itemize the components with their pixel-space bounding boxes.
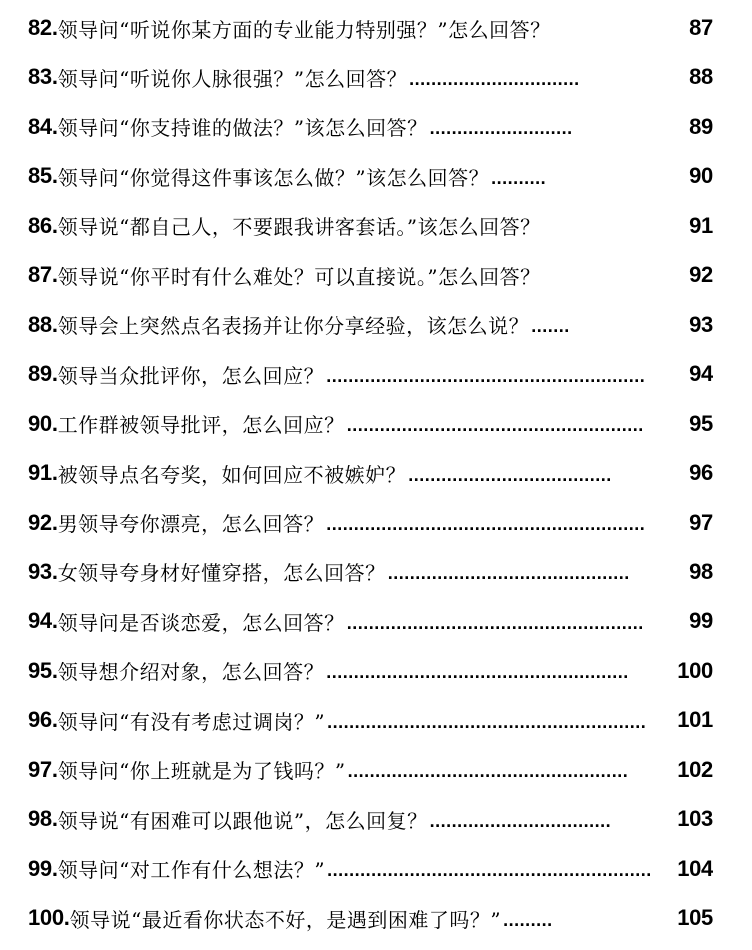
toc-entry[interactable] (28, 554, 713, 590)
entry-title: 领导问“你上班就是为了钱吗？” (57, 759, 346, 784)
entry-number: 100. (28, 905, 70, 931)
entry-number: 87. (28, 262, 58, 288)
entry-number: 93. (28, 558, 58, 584)
entry-title: 女领导夸身材好懂穿搭，怎么回答？ (57, 561, 386, 586)
toc-entry[interactable] (28, 505, 713, 541)
dot-leader: ........................................................... (327, 860, 652, 881)
entry-number: 88. (28, 311, 58, 337)
entry-number: 95. (28, 657, 58, 683)
dot-leader: ....... (531, 316, 570, 337)
entry-title: 男领导夸你漂亮，怎么回答？ (57, 512, 325, 536)
dot-leader: .......................... (429, 118, 573, 139)
toc-entry[interactable] (28, 208, 713, 244)
page-number: 97 (689, 509, 713, 535)
page-number: 94 (689, 361, 713, 387)
page-number: 101 (677, 707, 713, 733)
entry-number: 82. (28, 15, 58, 40)
toc-entry[interactable] (28, 653, 713, 689)
entry-title: 领导问“听说你人脉很强？”怎么回答？ (57, 66, 408, 91)
entry-number: 99. (28, 855, 58, 881)
page-number: 92 (689, 262, 713, 288)
toc-entry[interactable] (28, 59, 713, 95)
toc-entry[interactable] (28, 10, 713, 46)
dot-leader: .......................................................... (326, 514, 646, 534)
dot-leader: ....................................................... (326, 662, 629, 683)
entry-title: 领导说“最近看你状态不好，是遇到困难了吗？” (69, 907, 502, 932)
dot-leader: ...................................................... (346, 612, 644, 633)
entry-title: 领导说“你平时有什么难处？可以直接说。”怎么回答？ (57, 264, 541, 289)
toc-entry[interactable] (28, 257, 713, 293)
entry-number: 84. (28, 113, 58, 139)
page-number: 98 (689, 558, 713, 584)
entry-title: 领导说“有困难可以跟他说”，怎么回复？ (57, 808, 428, 833)
entry-number: 83. (28, 64, 58, 90)
page-number: 100 (677, 657, 713, 683)
entry-number: 90. (28, 410, 58, 436)
entry-number: 92. (28, 509, 58, 535)
toc-entry[interactable] (28, 406, 713, 442)
entry-title: 领导问“你支持谁的做法？”该怎么回答？ (57, 116, 428, 141)
entry-number: 97. (28, 756, 58, 782)
dot-leader: ......... (503, 909, 553, 930)
page-number: 103 (677, 806, 713, 832)
dot-leader: ................................. (429, 810, 612, 831)
toc-entry[interactable] (28, 851, 713, 887)
toc-entry[interactable] (28, 158, 713, 194)
entry-number: 94. (28, 608, 58, 634)
entry-number: 86. (28, 212, 58, 238)
page-number: 89 (689, 113, 713, 139)
page-number: 95 (689, 410, 713, 436)
entry-title: 领导问“对工作有什么想法？” (57, 858, 326, 883)
entry-title: 领导问“你觉得这件事该怎么做？”该怎么回答？ (57, 165, 490, 190)
toc-entry[interactable] (28, 900, 713, 936)
dot-leader: .......... (491, 167, 547, 188)
entry-title: 领导当众批评你，怎么回应？ (57, 363, 325, 388)
entry-number: 98. (28, 806, 58, 832)
dot-leader: ................................................... (347, 761, 629, 782)
page-number: 102 (677, 756, 713, 782)
entry-title: 被领导点名夸奖，如何回应不被嫉妒？ (57, 462, 407, 487)
page-number: 91 (689, 212, 713, 238)
toc-entry[interactable] (28, 109, 713, 145)
entry-title: 领导会上突然点名表扬并让你分享经验，该怎么说？ (57, 314, 530, 339)
dot-leader: .......................................................... (327, 711, 647, 732)
toc-entry[interactable] (28, 702, 713, 738)
dot-leader: ............................... (409, 68, 580, 89)
page-number: 96 (689, 460, 713, 486)
page-number: 104 (677, 855, 713, 881)
page-number: 99 (689, 608, 713, 634)
toc-entry[interactable] (28, 603, 713, 639)
entry-title: 工作群被领导批评，怎么回应？ (57, 413, 345, 438)
dot-leader: ..................................... (408, 464, 612, 485)
entry-number: 85. (28, 163, 58, 189)
entry-title: 领导问“听说你某方面的专业能力特别强？”怎么回答？ (57, 17, 551, 42)
toc-entry[interactable] (28, 801, 713, 837)
page-number: 105 (677, 905, 713, 931)
page-number: 93 (689, 311, 713, 337)
toc-entry[interactable] (28, 455, 713, 491)
entry-title: 领导问是否谈恋爱，怎么回答？ (57, 610, 345, 635)
dot-leader: ...................................................... (346, 415, 644, 436)
entry-number: 91. (28, 460, 58, 486)
page-number: 87 (689, 15, 713, 40)
entry-number: 96. (28, 707, 58, 733)
entry-title: 领导问“有没有考虑过调岗？” (57, 709, 326, 734)
dot-leader: .......................................................... (326, 365, 646, 386)
entry-number: 89. (28, 361, 58, 387)
page-number: 90 (689, 163, 713, 189)
page-number: 88 (689, 64, 713, 90)
toc-entry[interactable] (28, 752, 713, 788)
entry-title: 领导想介绍对象，怎么回答？ (57, 660, 325, 685)
entry-title: 领导说“都自己人，不要跟我讲客套话。”该怎么回答？ (57, 215, 541, 240)
dot-leader: ............................................ (387, 563, 630, 584)
toc-entry[interactable] (28, 307, 713, 343)
toc-entry[interactable] (28, 356, 713, 392)
